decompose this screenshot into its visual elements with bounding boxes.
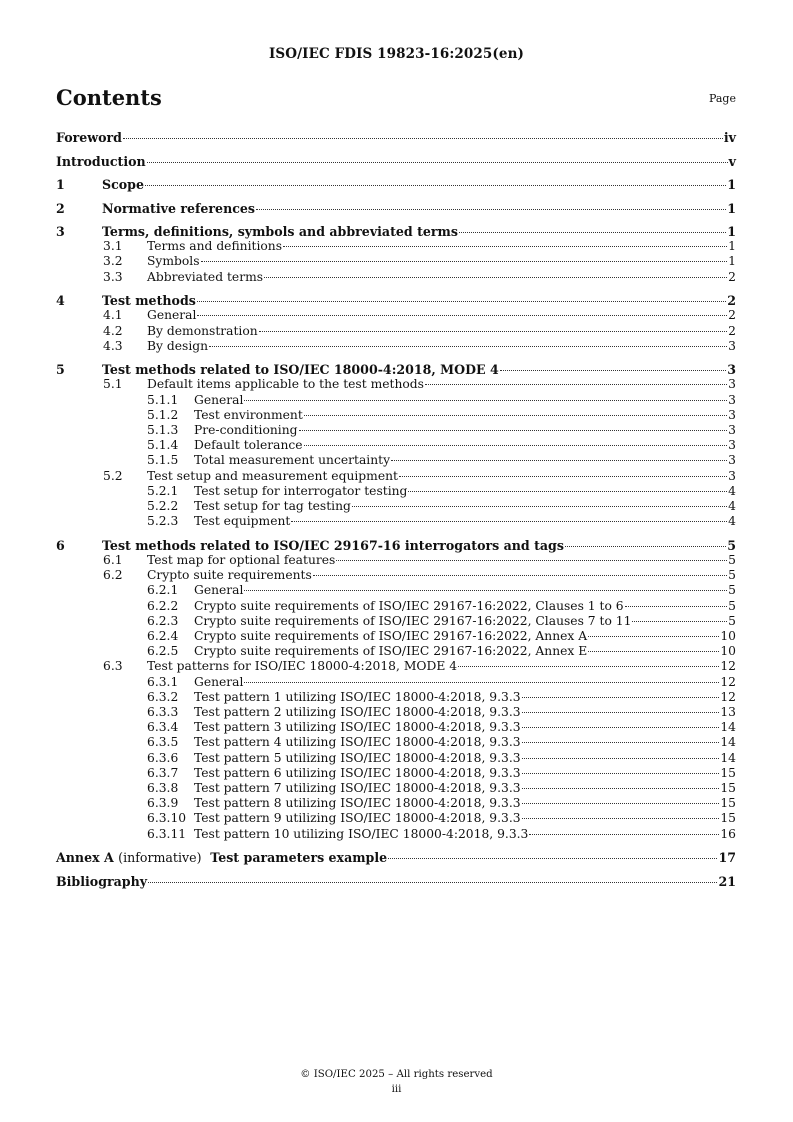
- toc-entry[interactable]: [56, 130, 736, 145]
- toc-page-number: 5: [728, 598, 736, 613]
- toc-entry[interactable]: [56, 408, 736, 423]
- toc-page-number: 3: [728, 392, 736, 407]
- toc-entry[interactable]: [56, 675, 736, 690]
- toc-title: Total measurement uncertainty: [194, 453, 391, 468]
- toc-title: Default items applicable to the test methods: [147, 377, 424, 392]
- dot-leader: [244, 590, 727, 591]
- copyright-notice: © ISO/IEC 2025 – All rights reserved: [300, 1069, 493, 1080]
- dot-leader: [625, 606, 728, 607]
- toc-page-number: v: [728, 153, 736, 169]
- toc-entry[interactable]: [56, 377, 736, 392]
- toc-annex-type: (informative): [118, 850, 202, 866]
- toc-title: Test pattern 9 utilizing ISO/IEC 18000-4:2018, 9.3.3: [194, 811, 521, 826]
- toc-title: Test pattern 8 utilizing ISO/IEC 18000-4:2018, 9.3.3: [194, 796, 521, 811]
- toc-page-number: 4: [728, 499, 736, 514]
- toc-entry[interactable]: [56, 239, 736, 254]
- dot-leader: [299, 430, 728, 431]
- toc-title: Normative references: [102, 200, 256, 216]
- toc-number: 4.1: [103, 308, 123, 323]
- toc-number: 6.2.4: [147, 628, 179, 643]
- dot-leader: [304, 415, 727, 416]
- toc-title: Test setup for interrogator testing: [194, 483, 408, 498]
- toc-page-number: 3: [728, 423, 736, 438]
- dot-leader: [522, 742, 720, 743]
- toc-number: 4: [56, 293, 65, 309]
- toc-page-number: 13: [720, 704, 736, 719]
- toc-page-number: 15: [720, 796, 736, 811]
- toc-title: Scope: [102, 177, 144, 192]
- toc-title: Test parameters example: [210, 850, 388, 866]
- toc-entry[interactable]: [56, 423, 736, 438]
- toc-title: Crypto suite requirements of ISO/IEC 29167-16:2022, Annex E: [194, 644, 588, 659]
- dot-leader: [209, 346, 727, 347]
- toc-entry[interactable]: [56, 583, 736, 598]
- toc-title: Pre-conditioning: [194, 423, 298, 438]
- toc-entry[interactable]: [56, 438, 736, 453]
- toc-number: 3: [56, 224, 65, 239]
- dot-leader: [500, 370, 726, 371]
- toc-entry[interactable]: [56, 453, 736, 468]
- toc-number: 5.1.1: [147, 392, 179, 407]
- page-column-label: Page: [708, 92, 736, 105]
- toc-entry[interactable]: [56, 811, 736, 826]
- toc-page-number: 2: [728, 269, 736, 284]
- dot-leader: [291, 521, 727, 522]
- dot-leader: [256, 209, 726, 210]
- toc-entry[interactable]: [56, 270, 736, 285]
- toc-entry[interactable]: [56, 293, 736, 308]
- toc-page-number: 12: [720, 674, 736, 689]
- page-number: iii: [391, 1084, 402, 1095]
- dot-leader: [336, 560, 727, 561]
- dot-leader: [588, 636, 719, 637]
- dot-leader: [632, 621, 727, 622]
- toc-page-number: 2: [728, 308, 736, 323]
- toc-title: Test pattern 10 utilizing ISO/IEC 18000-4:2018, 9.3.3: [194, 826, 529, 841]
- toc-title: Test pattern 3 utilizing ISO/IEC 18000-4:2018, 9.3.3: [194, 720, 521, 735]
- toc-number: 6.2.3: [147, 613, 179, 628]
- toc-title: Foreword: [56, 130, 122, 145]
- toc-title: Test equipment: [194, 514, 291, 529]
- toc-title: Test pattern 5 utilizing ISO/IEC 18000-4:2018, 9.3.3: [194, 750, 521, 765]
- toc-title: General: [194, 583, 244, 598]
- toc-title: Introduction: [56, 153, 146, 169]
- toc-title: General: [194, 392, 244, 407]
- toc-title: Test map for optional features: [147, 552, 336, 567]
- toc-entry[interactable]: [56, 751, 736, 766]
- toc-number: 6.3.5: [147, 735, 179, 750]
- dot-leader: [529, 834, 719, 835]
- toc-number: 6.2.2: [147, 598, 179, 613]
- toc-title: Abbreviated terms: [147, 269, 264, 284]
- dot-leader: [388, 858, 717, 859]
- toc-title: By design: [147, 338, 209, 353]
- toc-number: 5.2.3: [147, 514, 179, 529]
- toc-number: 6: [56, 537, 65, 553]
- toc-title: Bibliography: [56, 873, 148, 889]
- toc-page-number: 1: [727, 177, 736, 192]
- dot-leader: [425, 384, 727, 385]
- toc-number: 6.3.1: [147, 674, 179, 689]
- toc-title: Terms, definitions, symbols and abbreviated terms: [102, 224, 458, 239]
- toc-number: 5.1.4: [147, 438, 179, 453]
- toc-annex-label: Annex A: [56, 850, 114, 866]
- toc-number: 6.2.1: [147, 583, 179, 598]
- document-header: ISO/IEC FDIS 19823-16:2025(en): [269, 46, 524, 62]
- toc-entry[interactable]: [56, 339, 736, 354]
- dot-leader: [522, 773, 720, 774]
- dot-leader: [145, 185, 726, 186]
- toc-title: Test patterns for ISO/IEC 18000-4:2018, MODE 4: [147, 659, 458, 674]
- dot-leader: [522, 697, 720, 698]
- toc-title: Test pattern 4 utilizing ISO/IEC 18000-4:2018, 9.3.3: [194, 735, 521, 750]
- toc-number: 6.3.3: [147, 704, 179, 719]
- toc-page-number: 4: [728, 483, 736, 498]
- toc-number: 6.3.9: [147, 796, 179, 811]
- toc-page-number: 1: [727, 200, 736, 216]
- toc-entry[interactable]: [56, 154, 736, 169]
- toc-page-number: 10: [720, 628, 736, 643]
- toc-number: 6.3.6: [147, 750, 179, 765]
- dot-leader: [123, 138, 723, 139]
- toc-number: 5: [56, 362, 65, 378]
- dot-leader: [522, 788, 720, 789]
- toc-title: Test setup for tag testing: [194, 499, 351, 514]
- toc-title: Test methods related to ISO/IEC 18000-4:2018, MODE 4: [102, 362, 499, 378]
- toc-number: 6.3.2: [147, 689, 179, 704]
- toc-page-number: 3: [728, 453, 736, 468]
- dot-leader: [244, 400, 727, 401]
- toc-page-number: 14: [720, 720, 736, 735]
- toc-page-number: 16: [720, 826, 736, 841]
- toc-page-number: 5: [728, 568, 736, 583]
- dot-leader: [565, 546, 726, 547]
- dot-leader: [352, 506, 727, 507]
- toc-number: 6.3.7: [147, 765, 179, 780]
- toc-title: General: [147, 308, 197, 323]
- dot-leader: [259, 331, 727, 332]
- page-title: Contents: [56, 85, 162, 110]
- dot-leader: [197, 301, 726, 302]
- toc-page-number: 15: [720, 781, 736, 795]
- toc-title: Crypto suite requirements of ISO/IEC 29167-16:2022, Annex A: [194, 628, 588, 643]
- toc-entry[interactable]: [56, 781, 736, 796]
- toc-page-number: 2: [728, 323, 736, 338]
- toc-title: Test pattern 6 utilizing ISO/IEC 18000-4:2018, 9.3.3: [194, 765, 521, 780]
- dot-leader: [244, 682, 719, 683]
- toc-entry[interactable]: [56, 484, 736, 499]
- toc-number: 6.3.8: [147, 781, 179, 795]
- dot-leader: [522, 803, 720, 804]
- toc-number: 5.1.5: [147, 453, 179, 468]
- toc-entry[interactable]: [56, 827, 736, 842]
- toc-entry[interactable]: [56, 720, 736, 735]
- toc-title: Crypto suite requirements: [147, 568, 312, 583]
- dot-leader: [201, 261, 728, 262]
- toc-entry[interactable]: [56, 796, 736, 811]
- toc-number: 6.1: [103, 552, 123, 567]
- toc-number: 4.3: [103, 338, 123, 353]
- toc-page-number: 3: [728, 468, 736, 483]
- toc-title: Test methods: [102, 293, 196, 309]
- toc-number: 5.2.1: [147, 483, 179, 498]
- toc-entry[interactable]: [56, 177, 736, 192]
- toc-title: Test methods related to ISO/IEC 29167-16 interrogators and tags: [102, 537, 564, 553]
- toc-title: General: [194, 674, 244, 689]
- toc-page-number: 21: [718, 873, 736, 889]
- toc-entry[interactable]: [56, 690, 736, 705]
- dot-leader: [283, 246, 727, 247]
- toc-title: Symbols: [147, 254, 200, 269]
- dot-leader: [522, 727, 720, 728]
- dot-leader: [313, 575, 727, 576]
- toc-page-number: 5: [728, 552, 736, 567]
- dot-leader: [304, 445, 728, 446]
- toc-page-number: 1: [728, 239, 736, 254]
- toc-title: Terms and definitions: [147, 239, 283, 254]
- toc-entry[interactable]: [56, 393, 736, 408]
- toc-entry[interactable]: [56, 874, 736, 889]
- toc-entry[interactable]: [56, 705, 736, 720]
- toc-number: 6.2: [103, 568, 123, 583]
- toc-page-number: 17: [718, 850, 736, 866]
- toc-entry[interactable]: [56, 659, 736, 674]
- toc-number: 6.3: [103, 659, 123, 674]
- toc-entry[interactable]: [56, 538, 736, 553]
- toc-entry[interactable]: [56, 201, 736, 216]
- toc-title: Test pattern 2 utilizing ISO/IEC 18000-4:2018, 9.3.3: [194, 704, 521, 719]
- toc-entry[interactable]: [56, 629, 736, 644]
- dot-leader: [522, 818, 720, 819]
- toc-page-number: 14: [720, 750, 736, 765]
- toc-page-number: 4: [728, 514, 736, 529]
- dot-leader: [522, 712, 720, 713]
- toc-title: By demonstration: [147, 323, 258, 338]
- toc-page-number: 12: [720, 689, 736, 704]
- toc-page-number: 3: [728, 407, 736, 422]
- toc-number: 3.2: [103, 254, 123, 269]
- toc-page-number: 5: [728, 583, 736, 598]
- toc-number: 3.1: [103, 239, 123, 254]
- toc-page-number: 12: [720, 659, 736, 674]
- toc-entry[interactable]: [56, 514, 736, 529]
- toc-number: 1: [56, 177, 65, 192]
- page-footer: [0, 1067, 793, 1097]
- toc-page-number: iv: [723, 130, 736, 145]
- toc-entry[interactable]: [56, 568, 736, 583]
- toc-number: 5.1.3: [147, 423, 179, 438]
- dot-leader: [459, 232, 726, 233]
- toc-page-number: 3: [728, 438, 736, 453]
- toc-entry[interactable]: [56, 599, 736, 614]
- dot-leader: [408, 491, 727, 492]
- toc-entry[interactable]: [56, 850, 736, 865]
- toc-entry[interactable]: [56, 224, 736, 239]
- toc-entry[interactable]: [56, 614, 736, 629]
- toc-entry[interactable]: [56, 324, 736, 339]
- toc-entry[interactable]: [56, 254, 736, 269]
- toc-page-number: 1: [728, 254, 736, 269]
- toc-page-number: 3: [728, 377, 736, 392]
- dot-leader: [147, 162, 728, 163]
- toc-entry[interactable]: [56, 735, 736, 750]
- dot-leader: [458, 666, 719, 667]
- toc-number: 4.2: [103, 323, 123, 338]
- toc-page-number: 14: [720, 735, 736, 750]
- toc-entry[interactable]: [56, 553, 736, 568]
- dot-leader: [391, 460, 727, 461]
- toc-entry[interactable]: [56, 644, 736, 659]
- dot-leader: [588, 651, 719, 652]
- toc-number: 2: [56, 200, 65, 216]
- dot-leader: [399, 476, 727, 477]
- toc-number: 5.2.2: [147, 499, 179, 514]
- toc-title: Crypto suite requirements of ISO/IEC 29167-16:2022, Clauses 1 to 6: [194, 598, 624, 613]
- toc-title: Test pattern 1 utilizing ISO/IEC 18000-4:2018, 9.3.3: [194, 689, 521, 704]
- toc-page-number: 5: [728, 613, 736, 628]
- toc-entry[interactable]: [56, 499, 736, 514]
- toc-title: Test pattern 7 utilizing ISO/IEC 18000-4:2018, 9.3.3: [194, 781, 521, 795]
- toc-page-number: 15: [720, 765, 736, 780]
- toc-entry[interactable]: [56, 362, 736, 377]
- dot-leader: [197, 315, 727, 316]
- toc-number: 5.2: [103, 468, 123, 483]
- toc-title: Crypto suite requirements of ISO/IEC 29167-16:2022, Clauses 7 to 11: [194, 613, 632, 628]
- table-of-contents: [56, 130, 736, 889]
- toc-number: 6.2.5: [147, 644, 179, 659]
- toc-entry[interactable]: [56, 766, 736, 781]
- toc-page-number: 3: [727, 362, 736, 378]
- toc-number: 6.3.10: [147, 811, 187, 826]
- toc-title: Test setup and measurement equipment: [147, 468, 398, 483]
- dot-leader: [148, 882, 717, 883]
- toc-page-number: 5: [727, 537, 736, 553]
- toc-number: 6.3.11: [147, 826, 187, 841]
- toc-page-number: 3: [728, 338, 736, 353]
- toc-number: 5.1.2: [147, 407, 179, 422]
- toc-page-number: 15: [720, 811, 736, 826]
- dot-leader: [264, 277, 727, 278]
- toc-title: Default tolerance: [194, 438, 303, 453]
- toc-title: Test environment: [194, 407, 303, 422]
- toc-entry[interactable]: [56, 469, 736, 484]
- toc-page-number: 10: [720, 644, 736, 659]
- dot-leader: [522, 758, 720, 759]
- toc-number: 3.3: [103, 269, 123, 284]
- toc-page-number: 2: [727, 293, 736, 309]
- toc-entry[interactable]: [56, 308, 736, 323]
- toc-page-number: 1: [727, 224, 736, 239]
- toc-number: 6.3.4: [147, 720, 179, 735]
- toc-number: 5.1: [103, 377, 123, 392]
